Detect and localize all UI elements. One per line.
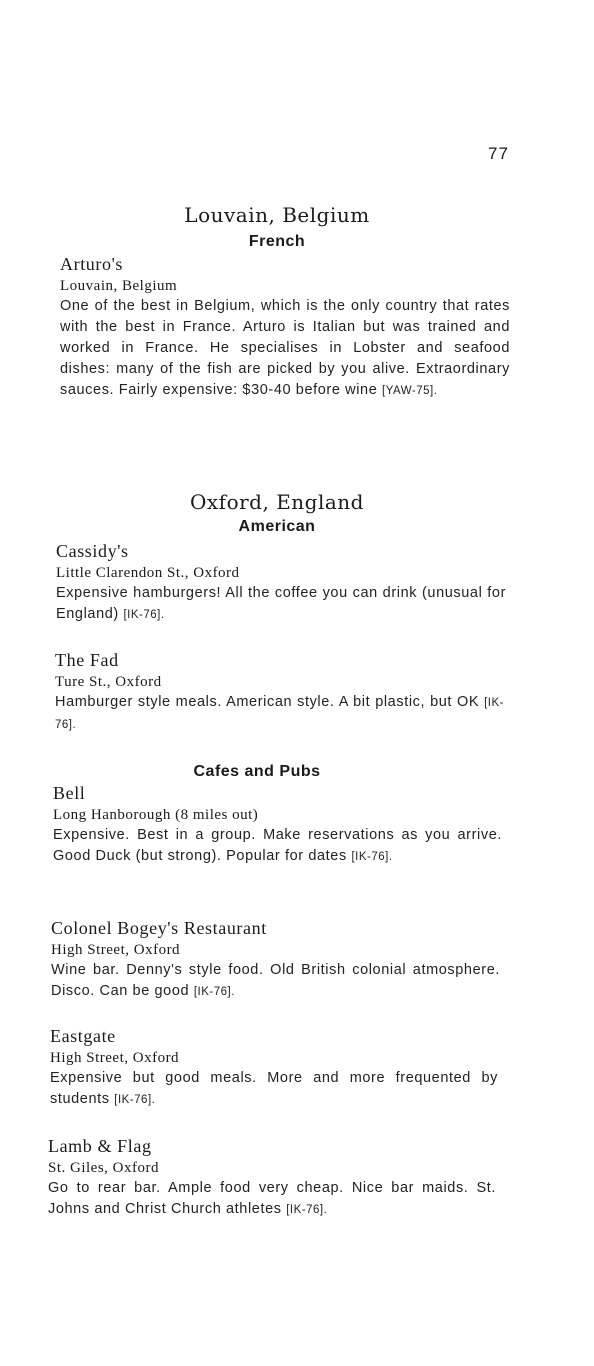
restaurant-address: Louvain, Belgium — [60, 278, 178, 294]
restaurant-description — [48, 1178, 496, 1221]
restaurant-entry-the-fad — [55, 649, 504, 736]
restaurant-entry-colonel-bogeys — [51, 917, 500, 1003]
restaurant-address: Little Clarendon St., Oxford — [56, 565, 240, 581]
restaurant-description — [55, 692, 504, 736]
restaurant-name: Eastgate — [50, 1026, 116, 1046]
restaurant-description — [50, 1068, 498, 1111]
restaurant-name: Arturo's — [60, 254, 124, 274]
restaurant-entry-eastgate — [50, 1025, 498, 1111]
description-text: Expensive but good meals. More and more frequented by students — [50, 1070, 498, 1107]
restaurant-description — [60, 296, 510, 402]
restaurant-address: St. Giles, Oxford — [48, 1160, 159, 1176]
reference-code: [IK-76]. — [55, 697, 504, 731]
restaurant-entry-arturos — [60, 253, 510, 402]
restaurant-entry-cassidys — [56, 540, 506, 626]
restaurant-name: Colonel Bogey's Restaurant — [51, 918, 267, 938]
description-text: One of the best in Belgium, which is the only country that rates with the best in France. Arturo is Italian but was trained and worked in France. He specialises in Lobster and seafood dishes: many of the fish are picked by you alive. Extraordinary sauces. Fairly expensive: $30-40 before wine — [60, 298, 510, 398]
description-text: Hamburger style meals. American style. A bit plastic, but OK — [55, 694, 480, 710]
restaurant-name: Lamb & Flag — [48, 1136, 152, 1156]
restaurant-name: The Fad — [55, 650, 119, 670]
restaurant-address: High Street, Oxford — [50, 1050, 180, 1066]
restaurant-description — [53, 825, 502, 868]
reference-code: [IK-76]. — [123, 609, 165, 621]
city-heading-oxford: Oxford, England — [190, 490, 364, 514]
reference-code: [IK-76]. — [193, 986, 235, 998]
reference-code: [IK-76]. — [114, 1094, 156, 1106]
restaurant-entry-lamb-and-flag — [48, 1135, 496, 1221]
city-heading-louvain: Louvain, Belgium — [184, 203, 370, 227]
restaurant-name: Bell — [53, 783, 86, 803]
cuisine-heading-cafes-and-pubs: Cafes and Pubs — [193, 763, 321, 780]
page-number: 77 — [488, 144, 509, 163]
reference-code: [YAW-75]. — [382, 385, 438, 397]
restaurant-address: High Street, Oxford — [51, 942, 181, 958]
restaurant-entry-bell — [53, 782, 502, 868]
restaurant-address: Long Hanborough (8 miles out) — [53, 807, 259, 823]
description-text: Expensive. Best in a group. Make reservations as you arrive. Good Duck (but strong). Popular for dates — [53, 827, 502, 864]
restaurant-description — [56, 583, 506, 626]
description-text: Go to rear bar. Ample food very cheap. Nice bar maids. St. Johns and Christ Church athletes — [48, 1180, 496, 1217]
restaurant-description — [51, 960, 500, 1003]
reference-code: [IK-76]. — [351, 851, 393, 863]
description-text: Expensive hamburgers! All the coffee you can drink (unusual for England) — [56, 585, 506, 622]
restaurant-name: Cassidy's — [56, 541, 129, 561]
restaurant-address: Ture St., Oxford — [55, 674, 162, 690]
reference-code: [IK-76]. — [286, 1204, 328, 1216]
cuisine-heading-french: French — [248, 233, 306, 250]
description-text: Wine bar. Denny's style food. Old British colonial atmosphere. Disco. Can be good — [51, 962, 500, 999]
cuisine-heading-american: American — [238, 518, 316, 535]
